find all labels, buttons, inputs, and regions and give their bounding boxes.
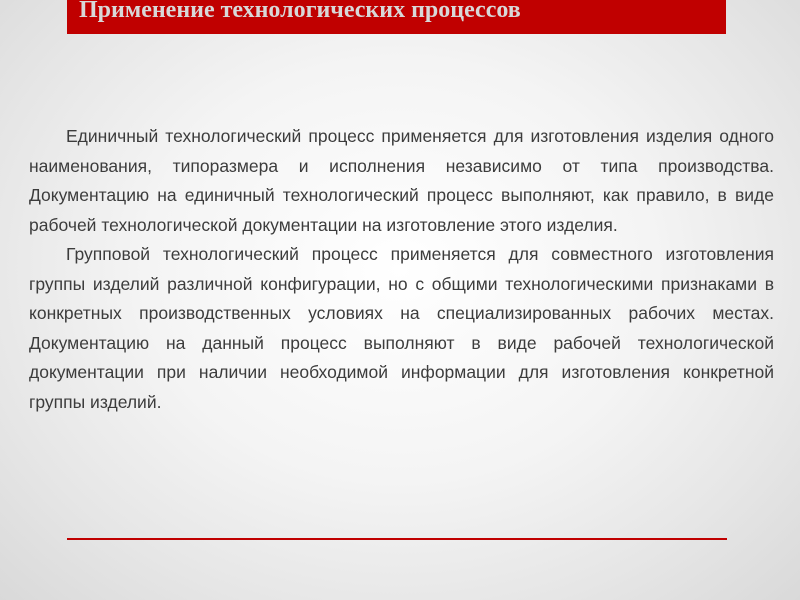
- paragraph-single-process: Единичный технологический процесс применяется для изготовления изделия одного наименования, типоразмера и исполнения независимо от типа производства. Документацию на единичный технологический процесс выполняют, как правило, в виде рабочей технологической документации на изготовление этого изделия.: [29, 126, 774, 235]
- title-bar: [67, 0, 726, 34]
- slide-title: Применение технологических процессов: [79, 0, 521, 23]
- footer-divider: [67, 538, 727, 540]
- paragraph-group-process: Групповой технологический процесс применяется для совместного изготовления группы изделий различной конфигурации, но с общими технологическими признаками в конкретных производственных условиях на специализированных рабочих местах. Документацию на данный процесс выполняют в виде рабочей технологической документации при наличии необходимой информации для изготовления конкретной группы изделий.: [29, 244, 774, 412]
- slide-body: [29, 122, 774, 417]
